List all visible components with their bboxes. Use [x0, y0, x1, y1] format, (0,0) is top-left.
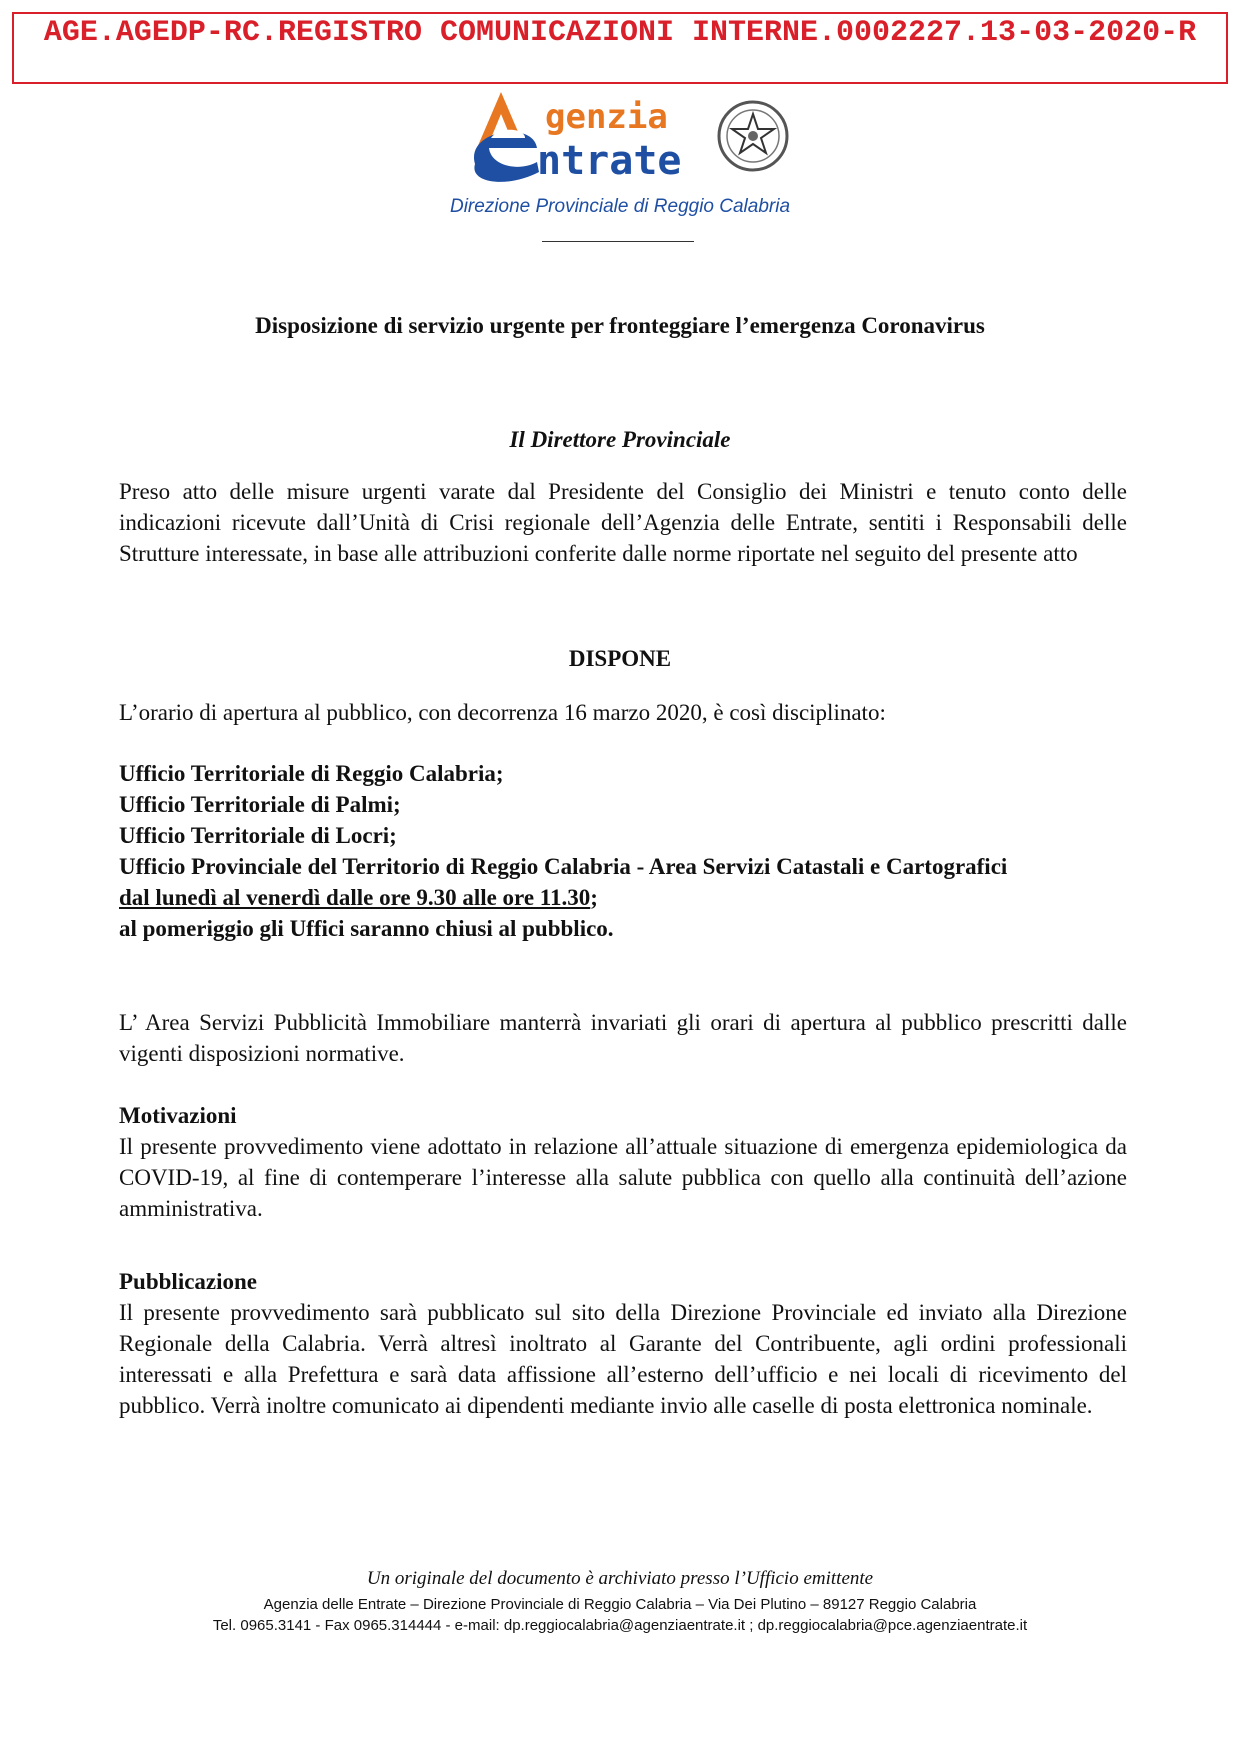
office-item: Ufficio Provinciale del Territorio di Reggio Calabria - Area Servizi Catastali e Cartografici [119, 854, 1008, 879]
office-subtitle: Direzione Provinciale di Reggio Calabria [449, 196, 791, 217]
footer-address: Agenzia delle Entrate – Direzione Provinciale di Reggio Calabria – Via Dei Plutino – 89127 Reggio Calabria [263, 1596, 977, 1613]
header-divider [542, 241, 694, 242]
agenzia-entrate-logo [445, 86, 795, 190]
office-item: Ufficio Territoriale di Palmi; [119, 792, 401, 817]
document-title: Disposizione di servizio urgente per fronteggiare l’emergenza Coronavirus [255, 313, 985, 338]
preamble-paragraph: Preso atto delle misure urgenti varate dal Presidente del Consiglio dei Ministri e tenuto conto delle indicazioni ricevute dall’Unità di Crisi regionale dell’Agenzia delle Entrate, sentiti i Responsabili delle Strutture interessate, in base alle attribuzioni conferite dalle norme riportate nel seguito del presente atto [119, 479, 1127, 566]
logo-word-agenzia: genzia [545, 97, 668, 137]
logo-word-entrate: ntrate [537, 138, 682, 184]
opening-hours-intro: L’orario di apertura al pubblico, con decorrenza 16 marzo 2020, è così disciplinato: [119, 700, 886, 725]
area-note-paragraph: L’ Area Servizi Pubblicità Immobiliare manterrà invariati gli orari di apertura al pubblico prescritti dalle vigenti disposizioni normative. [119, 1010, 1127, 1066]
afternoon-closure: al pomeriggio gli Uffici saranno chiusi al pubblico. [119, 916, 614, 941]
office-list [119, 758, 1127, 944]
pubblicazione-paragraph: Il presente provvedimento sarà pubblicato sul sito della Direzione Provinciale ed inviato alla Direzione Regionale della Calabria. Verrà altresì inoltrato al Garante del Contribuente, agli ordini professionali interessati e alla Prefettura e sarà data affissione all’esterno dell’ufficio e nei locali di ricevimento del pubblico. Verrà inoltre comunicato ai dipendenti mediante invio alle caselle di posta elettronica nominale. [119, 1300, 1127, 1418]
republic-emblem-icon [719, 102, 787, 170]
office-item: Ufficio Territoriale di Reggio Calabria; [119, 761, 504, 786]
issuer-title: Il Direttore Provinciale [509, 427, 731, 452]
motivazioni-heading: Motivazioni [119, 1103, 237, 1128]
protocol-stamp: AGE.AGEDP-RC.REGISTRO COMUNICAZIONI INTERNE.0002227.13-03-2020-R [12, 12, 1228, 84]
office-hours-range: dal lunedì al venerdì dalle ore 9.30 alle ore 11.30 [119, 885, 591, 910]
office-item: Ufficio Territoriale di Locri; [119, 823, 397, 848]
motivazioni-paragraph: Il presente provvedimento viene adottato in relazione all’attuale situazione di emergenza epidemiologica da COVID-19, al fine di contemperare l’interesse alla salute pubblica con quello alla continuità dell’azione amministrativa. [119, 1134, 1127, 1221]
footer-contacts: Tel. 0965.3141 - Fax 0965.314444 - e-mail: dp.reggiocalabria@agenziaentrate.it ; dp.reggiocalabria@pce.agenziaentrate.it [212, 1617, 1028, 1634]
office-hours-suffix: ; [590, 885, 598, 910]
footer-archive-note: Un originale del documento è archiviato presso l’Ufficio emittente [366, 1568, 874, 1589]
office-hours [119, 882, 1127, 913]
pubblicazione-heading: Pubblicazione [119, 1269, 258, 1294]
dispone-heading: DISPONE [568, 646, 672, 671]
